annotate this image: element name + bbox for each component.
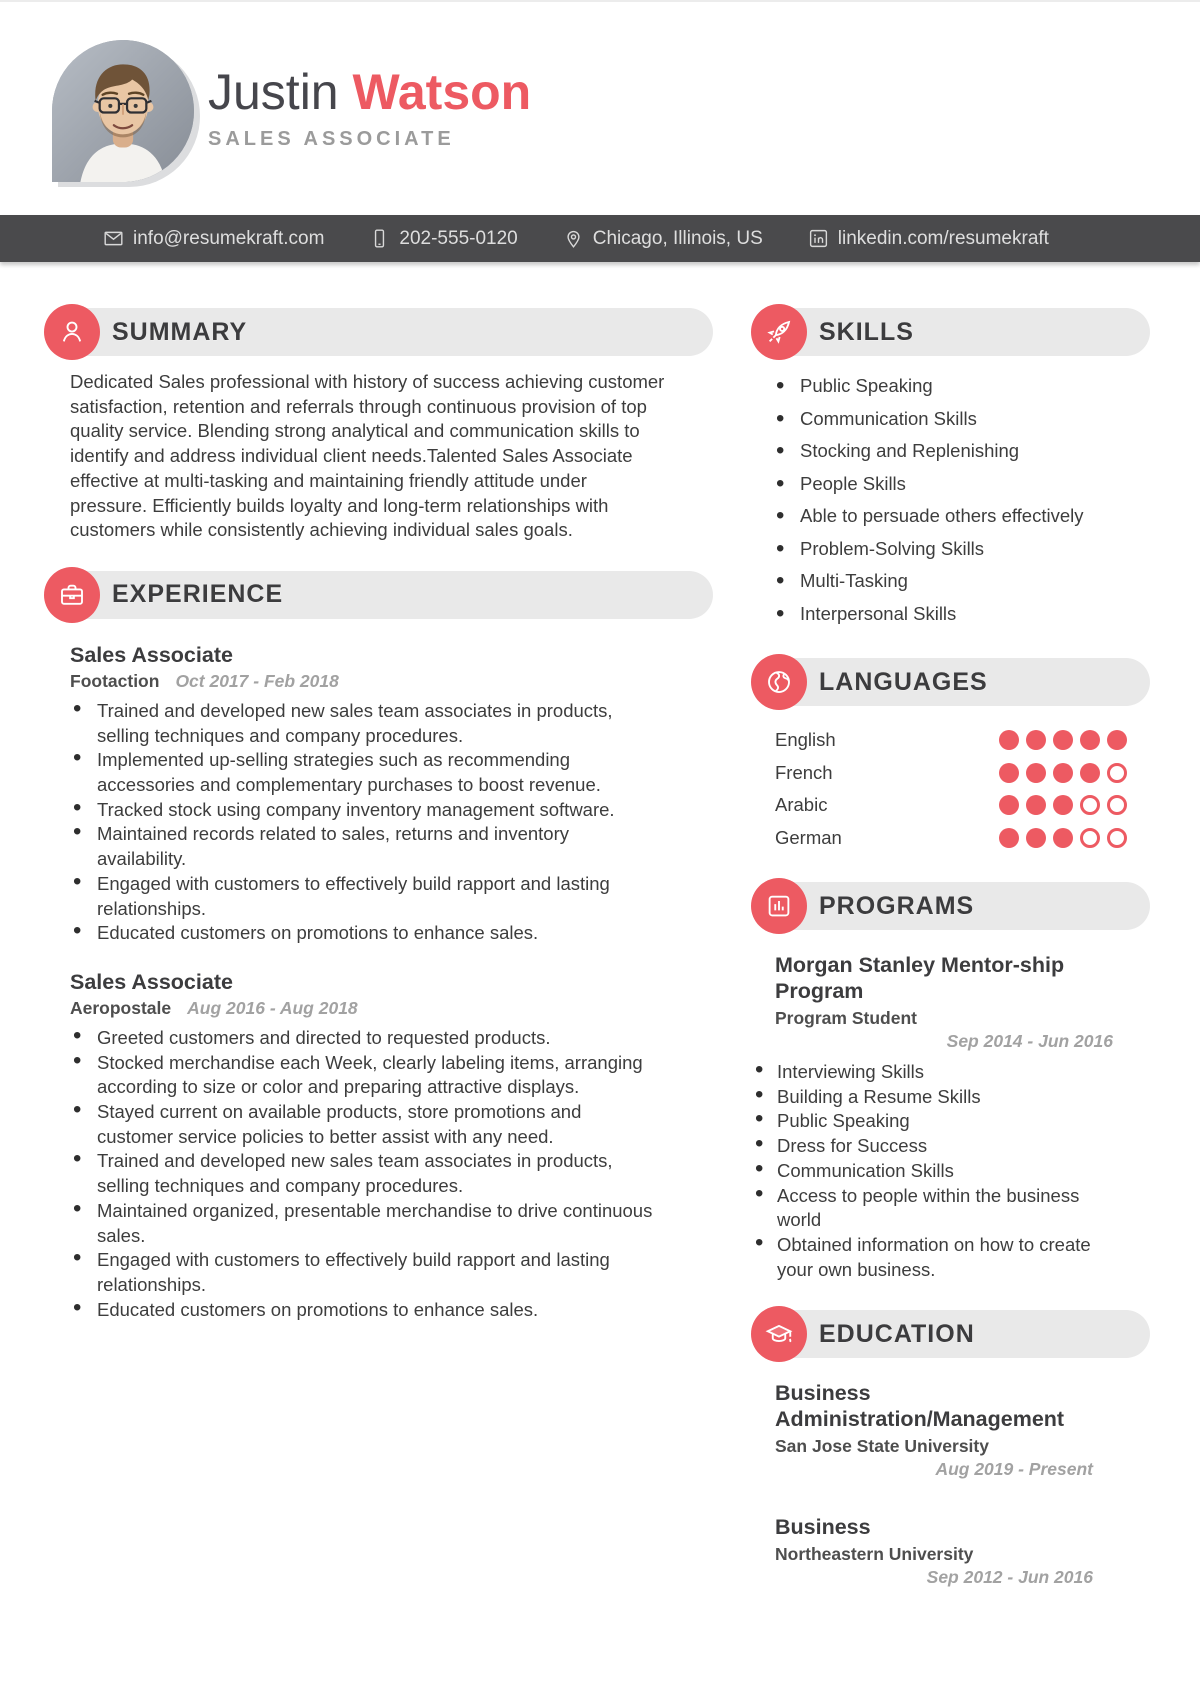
level-dot-filled — [1053, 795, 1073, 815]
skill-item: • People Skills — [755, 468, 1150, 501]
skill-item: • Stocking and Replenishing — [755, 435, 1150, 468]
bar-chart-icon — [751, 878, 807, 934]
bullet-item: • Public Speaking — [755, 1109, 1125, 1134]
level-dot-filled — [1026, 828, 1046, 848]
section-heading-skills — [755, 308, 1150, 356]
bullet-item: • Tracked stock using company inventory management software. — [70, 798, 660, 823]
page-title — [208, 66, 531, 119]
name-block — [208, 40, 531, 182]
language-level-dots — [992, 730, 1150, 750]
section-heading-summary — [48, 308, 713, 356]
education-entry — [775, 1380, 1150, 1480]
program-name: Morgan Stanley Mentor-ship Program — [775, 953, 1065, 1003]
program-role: Program Student — [775, 1008, 917, 1028]
level-dot-filled — [1026, 795, 1046, 815]
left-column — [48, 304, 713, 1322]
language-row — [775, 757, 1150, 790]
person-icon — [44, 304, 100, 360]
education-title: EDUCATION — [819, 1319, 975, 1348]
languages-list — [775, 724, 1150, 854]
job-meta-1 — [70, 671, 713, 692]
level-dot-filled — [999, 795, 1019, 815]
bullet-item: • Dress for Success — [755, 1134, 1125, 1159]
level-dot-empty — [1107, 795, 1127, 815]
bullet-item: • Stocked merchandise each Week, clearly labeling items, arranging according to size or color and preparing attractive displays. — [70, 1051, 660, 1100]
job-title-2: Sales Associate — [70, 969, 233, 994]
skills-list — [755, 370, 1150, 630]
language-level-dots — [992, 763, 1150, 783]
job-bullet-list — [70, 699, 660, 946]
language-row — [775, 789, 1150, 822]
content-columns — [0, 304, 1200, 1588]
company-name: Footaction — [70, 670, 160, 691]
linkedin-text: linkedin.com/resumekraft — [837, 227, 1049, 249]
bullet-item: • Implemented up-selling strategies such as recommending accessories and complementary purchases to boost revenue. — [70, 748, 660, 797]
skills-title: SKILLS — [819, 317, 914, 346]
school-name: San Jose State University — [775, 1436, 989, 1457]
skill-item: • Public Speaking — [755, 370, 1150, 403]
bullet-item: • Educated customers on promotions to enhance sales. — [70, 1298, 660, 1323]
language-name: Arabic — [775, 794, 828, 816]
company-name: Aeropostale — [70, 997, 172, 1018]
contact-bar — [0, 215, 1200, 262]
degree-name: Business — [775, 1515, 871, 1540]
language-name: German — [775, 826, 842, 848]
level-dot-filled — [1080, 763, 1100, 783]
envelope-icon — [103, 228, 124, 249]
education-dates: Aug 2019 - Present — [935, 1459, 1093, 1480]
experience-title: EXPERIENCE — [112, 580, 284, 609]
language-row — [775, 822, 1150, 855]
level-dot-filled — [1026, 730, 1046, 750]
bullet-item: • Engaged with customers to effectively build rapport and lasting relationships. — [70, 1248, 660, 1297]
level-dot-filled — [1107, 730, 1127, 750]
graduation-cap-icon — [751, 1306, 807, 1362]
language-level-dots — [992, 795, 1150, 815]
school-name: Northeastern University — [775, 1544, 974, 1565]
level-dot-empty — [1107, 763, 1127, 783]
location-text: Chicago, Illinois, US — [592, 227, 763, 249]
education-dates: Sep 2012 - Jun 2016 — [926, 1567, 1093, 1588]
summary-text: Dedicated Sales professional with history of success achieving customer satisfaction, retention and referrals through continuous provision of top quality service. Blending strong analytical and communication skills to identify and address individual client needs.Talented Sales Associate effective at multi-tasking and maintaining friendly attitude under pressure. Efficiently builds loyalty and long-term relationships with customers while consistently achieving individual sales goals. — [70, 371, 665, 541]
man-portrait-illustration — [52, 40, 194, 182]
bullet-item: • Communication Skills — [755, 1159, 1125, 1184]
section-heading-education — [755, 1310, 1150, 1358]
rocket-icon — [751, 304, 807, 360]
skill-item: • Multi-Tasking — [755, 565, 1150, 598]
language-name: English — [775, 729, 836, 751]
contact-phone — [369, 228, 517, 250]
section-heading-experience — [48, 571, 713, 619]
skill-item: • Interpersonal Skills — [755, 598, 1150, 631]
contact-location — [563, 228, 763, 250]
mobile-phone-icon — [369, 228, 390, 249]
summary-title: SUMMARY — [112, 317, 248, 346]
bullet-item: • Educated customers on promotions to enhance sales. — [70, 921, 660, 946]
programs-title: PROGRAMS — [819, 891, 975, 920]
level-dot-empty — [1080, 828, 1100, 848]
email-text: info@resumekraft.com — [133, 227, 325, 249]
program-bullet-list — [775, 1060, 1150, 1282]
job-dates: Aug 2016 - Aug 2018 — [187, 997, 358, 1018]
map-pin-icon — [563, 228, 584, 249]
globe-icon — [751, 654, 807, 710]
bullet-item: • Trained and developed new sales team associates in products, selling techniques and company procedures. — [70, 1149, 660, 1198]
level-dot-empty — [1107, 828, 1127, 848]
profile-photo — [52, 40, 194, 182]
job-meta-2 — [70, 998, 713, 1019]
education-entries — [775, 1380, 1150, 1588]
job-title: SALES ASSOCIATE — [208, 128, 455, 150]
degree-name: Business Administration/Management — [775, 1381, 1065, 1432]
level-dot-filled — [999, 828, 1019, 848]
job-title-1: Sales Associate — [70, 642, 233, 667]
level-dot-filled — [1080, 730, 1100, 750]
bullet-item: • Access to people within the business world — [755, 1184, 1125, 1233]
first-name: Justin — [208, 64, 339, 120]
level-dot-filled — [999, 763, 1019, 783]
language-row — [775, 724, 1150, 757]
header — [0, 2, 1200, 182]
program-entry — [775, 952, 1150, 1282]
program-dates: Sep 2014 - Jun 2016 — [946, 1031, 1113, 1051]
job-dates: Oct 2017 - Feb 2018 — [175, 670, 339, 691]
section-heading-languages — [755, 658, 1150, 706]
level-dot-filled — [1053, 730, 1073, 750]
bullet-item: • Stayed current on available products, store promotions and customer service policies to better assist with any need. — [70, 1100, 660, 1149]
experience-entry — [70, 970, 713, 1322]
bullet-item: • Engaged with customers to effectively build rapport and lasting relationships. — [70, 872, 660, 921]
phone-text: 202-555-0120 — [399, 227, 518, 249]
bullet-item: • Maintained organized, presentable merchandise to drive continuous sales. — [70, 1199, 660, 1248]
languages-title: LANGUAGES — [819, 667, 988, 696]
bullet-item: • Trained and developed new sales team associates in products, selling techniques and company procedures. — [70, 699, 660, 748]
skill-item: • Problem-Solving Skills — [755, 533, 1150, 566]
linkedin-icon — [808, 228, 829, 249]
level-dot-filled — [999, 730, 1019, 750]
job-bullet-list — [70, 1026, 660, 1322]
level-dot-filled — [1053, 763, 1073, 783]
language-level-dots — [992, 828, 1150, 848]
level-dot-filled — [1026, 763, 1046, 783]
experience-entry — [70, 643, 713, 946]
contact-email — [103, 228, 324, 250]
briefcase-icon — [44, 567, 100, 623]
contact-linkedin — [808, 228, 1049, 250]
level-dot-empty — [1080, 795, 1100, 815]
bullet-item: • Maintained records related to sales, returns and inventory availability. — [70, 822, 660, 871]
education-entry — [775, 1514, 1150, 1588]
bullet-item: • Building a Resume Skills — [755, 1085, 1125, 1110]
skill-item: • Communication Skills — [755, 403, 1150, 436]
bullet-item: • Interviewing Skills — [755, 1060, 1125, 1085]
section-heading-programs — [755, 882, 1150, 930]
last-name: Watson — [352, 64, 532, 120]
language-name: French — [775, 761, 833, 783]
skill-item: • Able to persuade others effectively — [755, 500, 1150, 533]
right-column — [755, 304, 1150, 1588]
level-dot-filled — [1053, 828, 1073, 848]
bullet-item: • Greeted customers and directed to requested products. — [70, 1026, 660, 1051]
bullet-item: • Obtained information on how to create your own business. — [755, 1233, 1125, 1282]
